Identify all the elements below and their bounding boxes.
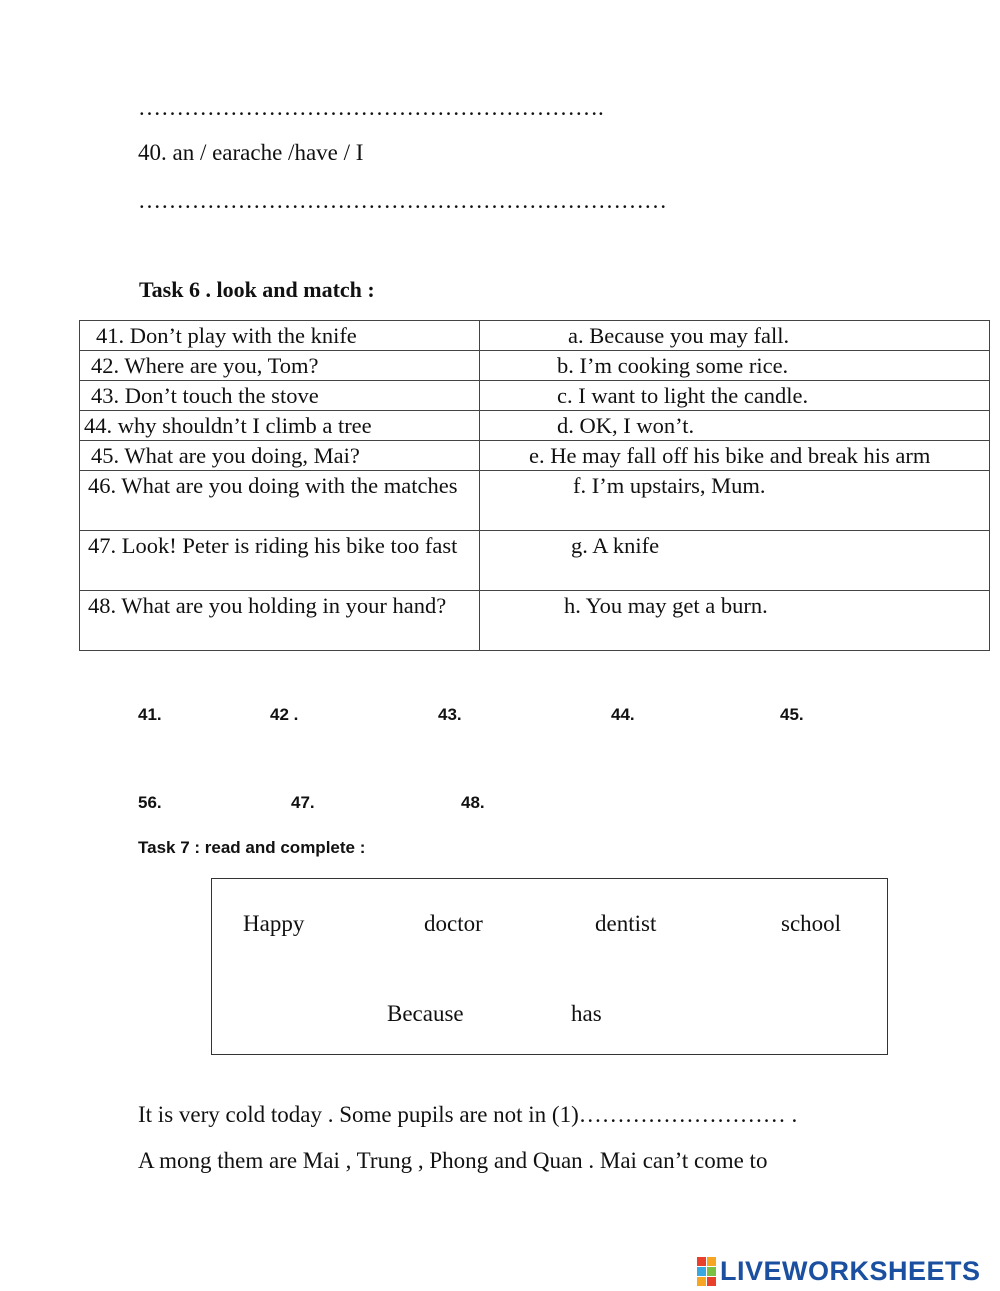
logo-tile: [707, 1257, 716, 1266]
match-right-text: d. OK, I won’t.: [557, 413, 695, 438]
match-left-47: 47. Look! Peter is riding his bike too fast: [80, 531, 480, 591]
logo-tile: [707, 1277, 716, 1286]
match-left-42: 42. Where are you, Tom?: [80, 351, 480, 381]
word-bank-item: dentist: [595, 911, 657, 936]
word-bank-item: doctor: [424, 911, 483, 936]
logo-tile: [697, 1277, 706, 1286]
task6-title: Task 6 . look and match :: [139, 277, 375, 302]
table-row: [80, 531, 990, 591]
task7-title: Task 7 : read and complete :: [138, 838, 366, 857]
table-row: [80, 471, 990, 531]
table-row: [80, 411, 990, 441]
answer-slot-43[interactable]: 43.: [438, 705, 462, 724]
table-row: [80, 591, 990, 651]
match-left-45: 45. What are you doing, Mai?: [80, 441, 480, 471]
table-row: [80, 351, 990, 381]
paragraph-line-2: A mong them are Mai , Trung , Phong and Quan . Mai can’t come to: [138, 1148, 768, 1173]
match-right-text: f. I’m upstairs, Mum.: [573, 473, 766, 498]
match-right-g: [480, 531, 990, 591]
match-left-48: 48. What are you holding in your hand?: [80, 591, 480, 651]
answer-line-39[interactable]: …………………………………………………….: [138, 95, 604, 120]
answer-slot-46[interactable]: 56.: [138, 793, 162, 812]
match-right-e: [480, 441, 990, 471]
word-bank-item: Because: [387, 1001, 464, 1026]
liveworksheets-logo: [697, 1255, 981, 1287]
table-row: [80, 321, 990, 351]
answer-slot-41[interactable]: 41.: [138, 705, 162, 724]
question-40: 40. an / earache /have / I: [138, 140, 364, 165]
match-table: [79, 320, 990, 651]
logo-tile: [697, 1267, 706, 1276]
word-bank-item: has: [571, 1001, 602, 1026]
answer-line-40[interactable]: ……………………………………………………………: [138, 188, 667, 213]
word-bank-item: school: [781, 911, 842, 936]
match-right-text: b. I’m cooking some rice.: [557, 353, 789, 378]
match-right-c: [480, 381, 990, 411]
match-right-h: [480, 591, 990, 651]
match-left-44: 44. why shouldn’t I climb a tree: [80, 411, 480, 441]
match-right-text: g. A knife: [571, 533, 660, 558]
match-left-46: 46. What are you doing with the matches: [80, 471, 480, 531]
match-right-text: a. Because you may fall.: [568, 323, 790, 348]
match-right-text: h. You may get a burn.: [564, 593, 768, 618]
answer-slot-45[interactable]: 45.: [780, 705, 804, 724]
match-right-f: [480, 471, 990, 531]
match-right-b: [480, 351, 990, 381]
table-row: [80, 441, 990, 471]
word-bank: [211, 878, 888, 1055]
match-right-a: [480, 321, 990, 351]
word-bank-item: Happy: [243, 911, 305, 936]
answer-slot-42[interactable]: 42 .: [270, 705, 299, 724]
logo-tiles-icon: [697, 1257, 716, 1286]
logo-tile: [697, 1257, 706, 1266]
match-right-text: e. He may fall off his bike and break his arm: [529, 443, 931, 468]
match-right-text: c. I want to light the candle.: [557, 383, 809, 408]
match-left-41: 41. Don’t play with the knife: [80, 321, 480, 351]
match-left-43: 43. Don’t touch the stove: [80, 381, 480, 411]
table-row: [80, 381, 990, 411]
logo-text: LIVEWORKSHEETS: [720, 1255, 981, 1286]
answer-slot-48[interactable]: 48.: [461, 793, 485, 812]
answer-slot-47[interactable]: 47.: [291, 793, 315, 812]
paragraph-line-1: It is very cold today . Some pupils are not in (1)……………………… .: [138, 1102, 798, 1127]
answer-slot-44[interactable]: 44.: [611, 705, 635, 724]
logo-tile: [707, 1267, 716, 1276]
match-right-d: [480, 411, 990, 441]
